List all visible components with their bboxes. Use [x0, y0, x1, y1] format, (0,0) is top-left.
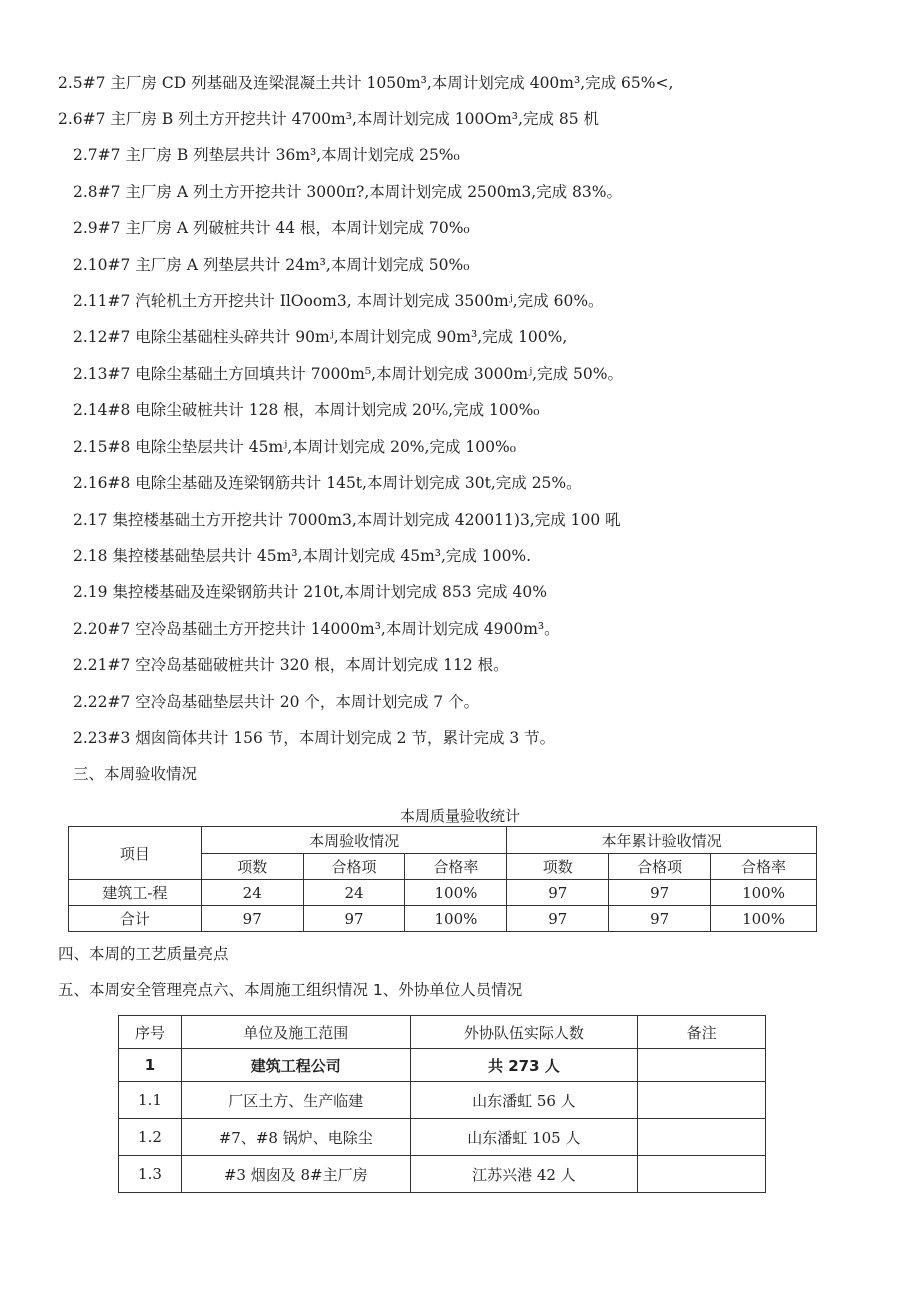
progress-item: 2.5#7 主厂房 CD 列基础及连梁混凝土共计 1050m³,本周计划完成 400m³,完成 65%<, — [58, 74, 674, 92]
progress-item: 2.11#7 汽轮机土方开挖共计 IlOoom3, 本周计划完成 3500mʲ,完成 60%。 — [73, 292, 604, 310]
table-cell — [638, 1156, 766, 1193]
header-cell: 外协队伍实际人数 — [410, 1016, 638, 1049]
progress-item: 2.18 集控楼基础垫层共计 45m³,本周计划完成 45m³,完成 100%. — [73, 547, 532, 565]
subheader-cell: 合格率 — [405, 854, 507, 880]
row-label: 合计 — [69, 906, 202, 932]
table-cell: 97 — [609, 906, 711, 932]
table-row — [119, 1156, 766, 1193]
progress-item: 2.9#7 主厂房 A 列破桩共计 44 根，本周计划完成 70%₀ — [73, 219, 470, 237]
header-cell: 序号 — [119, 1016, 182, 1049]
table-cell: 山东潘虹 105 人 — [410, 1119, 638, 1156]
header-year-group: 本年累计验收情况 — [507, 827, 817, 854]
header-item: 项目 — [69, 827, 202, 880]
table-row — [119, 1082, 766, 1119]
progress-item: 2.8#7 主厂房 A 列土方开挖共计 3000π?,本周计划完成 2500m3,完成 83%。 — [73, 183, 623, 201]
table-cell: 100% — [405, 880, 507, 906]
section-heading-safety-organization: 五、本周安全管理亮点六、本周施工组织情况 1、外协单位人员情况 — [58, 981, 523, 999]
quality-acceptance-table — [68, 826, 817, 932]
table-cell: 1.3 — [119, 1156, 182, 1193]
progress-item: 2.16#8 电除尘基础及连梁钢筋共计 145t,本周计划完成 30t,完成 25%。 — [73, 474, 582, 492]
section-heading-craft-quality: 四、本周的工艺质量亮点 — [58, 945, 229, 963]
table-cell: 24 — [201, 880, 303, 906]
header-cell: 单位及施工范围 — [181, 1016, 410, 1049]
table-row — [69, 906, 817, 932]
table-cell: 江苏兴港 42 人 — [410, 1156, 638, 1193]
progress-item: 2.17 集控楼基础土方开挖共计 7000m3,本周计划完成 420011)3,完成 100 吼 — [73, 511, 621, 529]
subheader-cell: 项数 — [507, 854, 609, 880]
header-cell: 备注 — [638, 1016, 766, 1049]
table-cell: 共 273 人 — [410, 1049, 638, 1082]
table-cell: #3 烟囱及 8#主厂房 — [181, 1156, 410, 1193]
table-header-row — [69, 827, 817, 854]
subheader-cell: 合格率 — [711, 854, 817, 880]
progress-item: 2.6#7 主厂房 B 列土方开挖共计 4700m³,本周计划完成 100Om³,完成 85 机 — [58, 110, 600, 128]
progress-item: 2.7#7 主厂房 B 列垫层共计 36m³,本周计划完成 25%₀ — [73, 146, 460, 164]
table-cell: 1 — [119, 1049, 182, 1082]
progress-item: 2.22#7 空冷岛基础垫层共计 20 个，本周计划完成 7 个。 — [73, 693, 480, 711]
progress-item: 2.23#3 烟囱筒体共计 156 节，本周计划完成 2 节，累计完成 3 节。 — [73, 729, 556, 747]
progress-item: 2.14#8 电除尘破桩共计 128 根，本周计划完成 20ᴵᴵ⁄ₒ,完成 100%₀ — [73, 401, 540, 419]
table-cell — [638, 1119, 766, 1156]
progress-item: 2.13#7 电除尘基础土方回填共计 7000m⁵,本周计划完成 3000mʲ,完成 50%。 — [73, 365, 623, 383]
table-cell: 厂区土方、生产临建 — [181, 1082, 410, 1119]
progress-item: 2.20#7 空冷岛基础土方开挖共计 14000m³,本周计划完成 4900m³。 — [73, 620, 560, 638]
table-cell: 97 — [507, 880, 609, 906]
table-cell: 97 — [507, 906, 609, 932]
table-cell: 100% — [711, 880, 817, 906]
table-header-row — [119, 1016, 766, 1049]
progress-item: 2.21#7 空冷岛基础破桩共计 320 根，本周计划完成 112 根。 — [73, 656, 509, 674]
row-label: 建筑工-程 — [69, 880, 202, 906]
table-cell: 24 — [303, 880, 405, 906]
header-week-group: 本周验收情况 — [201, 827, 507, 854]
table-cell: 97 — [609, 880, 711, 906]
table-cell: 1.2 — [119, 1119, 182, 1156]
progress-item: 2.12#7 电除尘基础柱头碎共计 90mʲ,本周计划完成 90m³,完成 100%, — [73, 328, 568, 346]
table-cell: 1.1 — [119, 1082, 182, 1119]
table-cell: 山东潘虹 56 人 — [410, 1082, 638, 1119]
table-cell: 建筑工程公司 — [181, 1049, 410, 1082]
table-cell: 97 — [201, 906, 303, 932]
section-heading-acceptance: 三、本周验收情况 — [73, 765, 198, 783]
table-cell — [638, 1049, 766, 1082]
progress-item: 2.19 集控楼基础及连梁钢筋共计 210t,本周计划完成 853 完成 40% — [73, 583, 547, 601]
table-cell: 97 — [303, 906, 405, 932]
table-cell: 100% — [405, 906, 507, 932]
table-row — [69, 880, 817, 906]
progress-item: 2.15#8 电除尘垫层共计 45mʲ,本周计划完成 20%,完成 100%₀ — [73, 438, 516, 456]
table-summary-row — [119, 1049, 766, 1082]
table-cell: #7、#8 锅炉、电除尘 — [181, 1119, 410, 1156]
progress-item: 2.10#7 主厂房 A 列垫层共计 24m³,本周计划完成 50%₀ — [73, 256, 470, 274]
subheader-cell: 合格项 — [609, 854, 711, 880]
subheader-cell: 合格项 — [303, 854, 405, 880]
table-row — [119, 1119, 766, 1156]
subcontractor-table — [118, 1015, 766, 1193]
subheader-cell: 项数 — [201, 854, 303, 880]
table-cell — [638, 1082, 766, 1119]
table-caption: 本周质量验收统计 — [399, 807, 520, 825]
table-cell: 100% — [711, 906, 817, 932]
